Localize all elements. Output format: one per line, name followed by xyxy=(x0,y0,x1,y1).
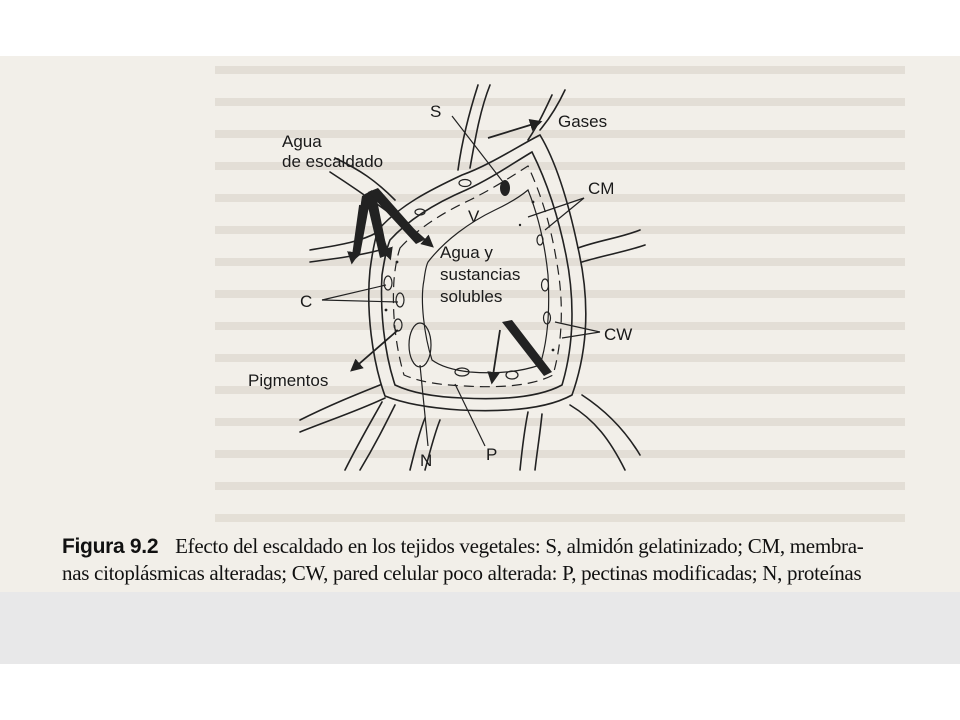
caption-number: Figura 9.2 xyxy=(62,535,159,558)
label-center-line3: solubles xyxy=(440,287,503,306)
label-cw: CW xyxy=(604,325,633,344)
label-cm: CM xyxy=(588,179,615,198)
label-c: C xyxy=(300,292,313,311)
label-agua-line1: Agua xyxy=(282,132,322,151)
label-n: N xyxy=(420,451,433,470)
svg-text:Figura 9.2 Efecto de xyxy=(62,534,864,558)
caption-line1: Efecto del escaldado en los tejidos vegetales: S, almidón gelatinizado; CM, membra- xyxy=(175,534,864,558)
label-pigmentos: Pigmentos xyxy=(248,371,329,390)
label-p: P xyxy=(486,445,498,464)
label-center-line2: sustancias xyxy=(440,265,521,284)
starch-granule xyxy=(500,180,510,196)
cell-diagram xyxy=(0,56,960,592)
scanned-figure xyxy=(0,56,960,592)
label-s: S xyxy=(430,102,442,121)
label-gases: Gases xyxy=(558,112,608,131)
label-center-line1: Agua y xyxy=(440,243,493,262)
bottom-band xyxy=(0,592,960,664)
caption-line2: nas citoplásmicas alteradas; CW, pared celular poco alterada: P, pectinas modificadas; N, proteínas xyxy=(62,561,862,585)
figure-caption xyxy=(62,534,864,585)
label-v: V xyxy=(468,207,480,226)
label-agua-line2: de escaldado xyxy=(282,152,384,171)
